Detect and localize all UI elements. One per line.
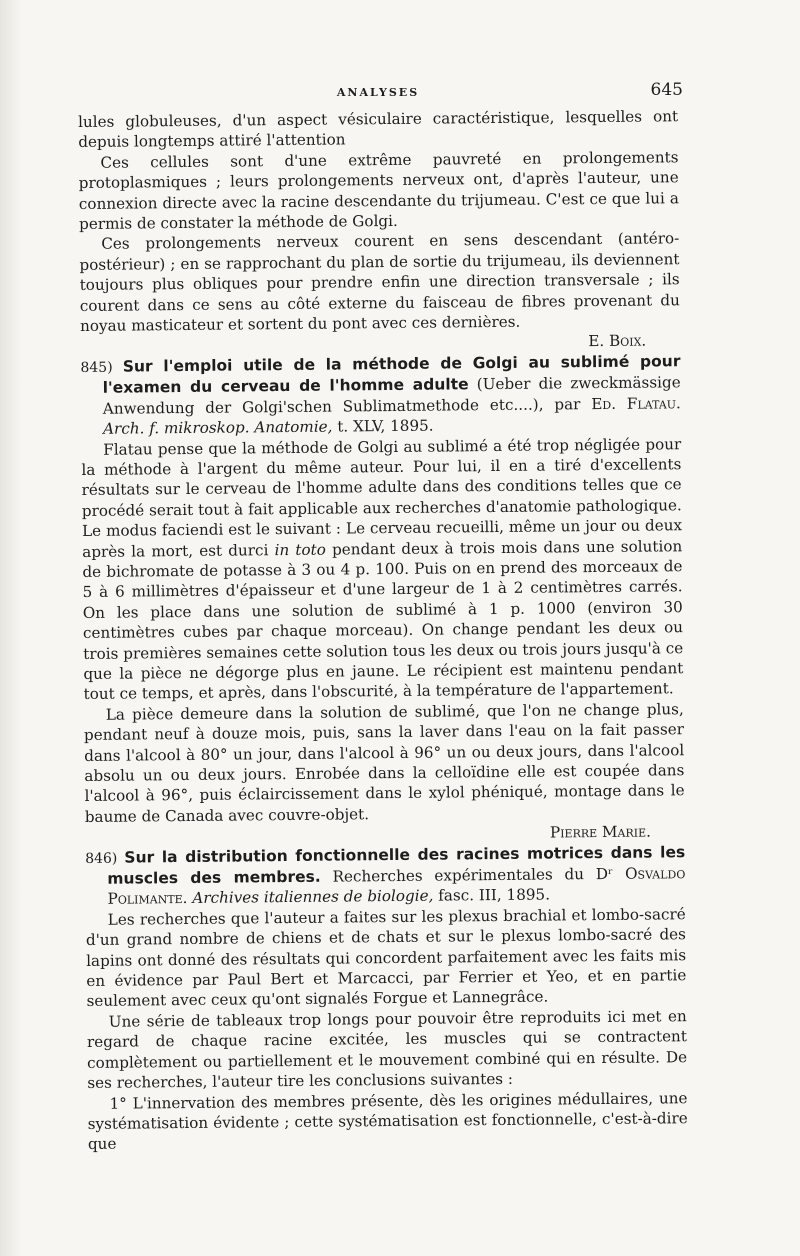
entry-author: Ed. Flatau. [591, 393, 681, 413]
text-run: Flatau pense que la méthode de Golgi au sublimé a été trop négligée pour la méthode à l'argent du même auteur. Pour lui, il en a tiré d'excellents résultats sur le cerveau de l'homme adulte dans des conditions telles que ce procédé serait tout à fait applicable aux recherches d'anatomie pathologique. Le modus faciendi est le suivant : Le cerveau recueilli, même un jour ou deux après la mort, est durci [81, 434, 683, 561]
paragraph: Ces prolongements nerveux courent en sens descendant (antéro-postérieur) ; en se rapprochant du plan de sortie du trijumeau, ils deviennent toujours plus obliques pour prendre enfin une direction transversale ; ils courent dans ce sens au côté externe du faisceau de fibres provenant du noyau masticateur et sortent du pont avec ces dernières. [79, 229, 680, 336]
signature: E. Boix. [588, 332, 647, 351]
page-edge-shadow [0, 0, 22, 1256]
paragraph: Une série de tableaux trop longs pour pouvoir être reproduits ici met en regard de chaque racine excitée, les muscles qui se contractent complètement ou partiellement et le mouvement combiné qui en résulte. De ses recherches, l'auteur tire les conclusions suivantes : [86, 1007, 688, 1093]
entry-number: 845) [80, 359, 113, 376]
entry-title: Sur la distribution fonctionnelle des racines motrices dans les muscles des membres. [107, 842, 686, 888]
entry-journal: Archives italiennes de biologie, [192, 887, 434, 908]
entry-author: Osvaldo Polimante. [107, 864, 686, 909]
paragraph [81, 434, 684, 705]
italic-run: in toto [274, 540, 326, 559]
signature: Pierre Marie. [549, 822, 652, 842]
entry-number: 846) [85, 850, 118, 867]
page-header [78, 80, 683, 104]
body-text [78, 106, 688, 1154]
entry-reference-tail: fasc. III, 1895. [438, 885, 551, 906]
paragraph: La pièce demeure dans la solution de sublimé, que l'on ne change plus, pendant neuf à douze mois, puis, sans la laver dans l'eau on la fait passer dans l'alcool à 80° un jour, dans l'alcool à 96° un ou deux jours, dans l'alcool absolu un ou deux jours. Enrobée dans la celloïdine elle est coupée dans l'alcool à 96°, puis éclaircissement dans le xylol phéniqué, montage dans le baume de Canada avec couvre-objet. [83, 699, 685, 826]
entry-reference-tail: t. XLV, 1895. [337, 416, 434, 436]
paragraph: 1° L'innervation des membres présente, dès les origines médullaires, une systématisation évidente ; cette systématisation est fonctionnelle, c'est-à-dire que [87, 1088, 688, 1154]
entry-reference: (Ueber die zweckmässige Anwendung der Golgi'schen Sublimatmethode etc....), par [102, 373, 681, 418]
paragraph: lules globuleuses, d'un aspect vésiculaire caractéristique, lesquelles ont depuis longtemps attiré l'attention [78, 107, 679, 152]
entry-846-heading [85, 842, 686, 910]
entry-reference: Recherches expérimentales du Dʳ [332, 864, 614, 886]
text-run: pendant deux à trois mois dans une solution de bichromate de potasse à 3 ou 4 p. 100. Puis on en prend des morceaux de 5 à 6 millimètres d'épaisseur et d'une largeur de 1 à 2 centimètres carrés. On les place dans une solution de sublimé à 1 p. 1000 (environ 30 centimètres cubes par chaque morceau). On change pendant les deux ou trois premières semaines cette solution tous les deux ou trois jours jusqu'à ce que la pièce ne dégorge plus en jaune. Le récipient est maintenu pendant tout ce temps, et après, dans l'obscurité, à la température de l'appartement. [82, 536, 684, 704]
running-head: ANALYSES [336, 86, 420, 99]
page-number: 645 [650, 80, 683, 100]
entry-journal: Arch. f. mikroskop. Anatomie, [102, 417, 333, 438]
entry-845-heading [80, 351, 681, 439]
paragraph: Les recherches que l'auteur a faites sur les plexus brachial et lombo-sacré d'un grand nombre de chiens et de chats et sur le plexus lombo-sacré des lapins ont donné des résultats qui concordent parfaitement avec les faits mis en évidence par Paul Bert et Marcacci, par Ferrier et Yeo, et en partie seulement avec ceux qu'ont signalés Forgue et Lannegrâce. [85, 905, 687, 1011]
entry-title: Sur l'emploi utile de la méthode de Golgi au sublimé pour l'examen du cerveau de l'homme adulte [102, 352, 681, 398]
paragraph: Ces cellules sont d'une extrême pauvreté en prolongements protoplasmiques ; leurs prolongements nerveux ont, d'après l'auteur, une connexion directe avec la racine descendante du trijumeau. C'est ce que lui a permis de constater la méthode de Golgi. [78, 148, 679, 234]
